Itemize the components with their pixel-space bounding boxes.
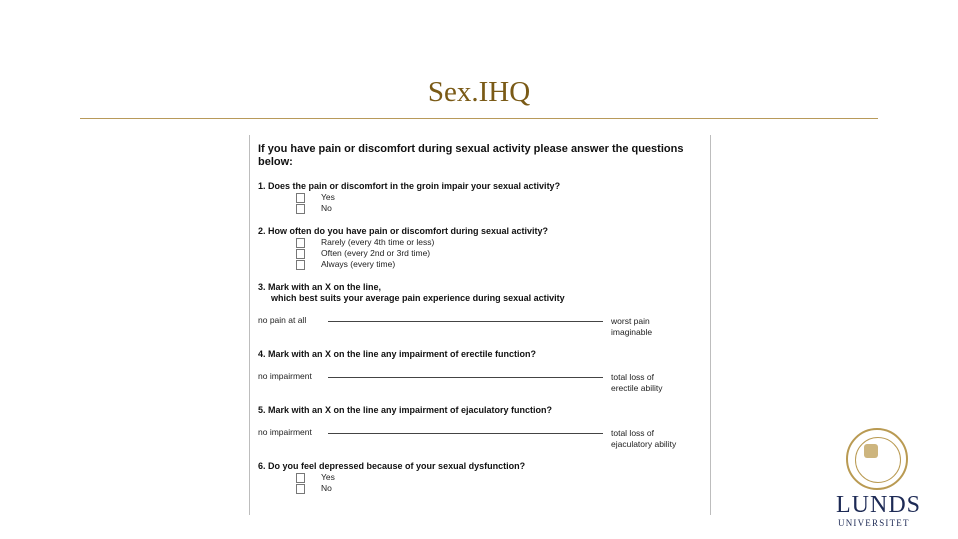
q4-right-label-1: total loss of bbox=[611, 372, 654, 382]
question-1: 1. Does the pain or discomfort in the groin impair your sexual activity? bbox=[258, 181, 561, 191]
q4-scale-line[interactable] bbox=[328, 377, 603, 378]
q3-scale-line[interactable] bbox=[328, 321, 603, 322]
q5-left-label: no impairment bbox=[258, 427, 312, 437]
question-5: 5. Mark with an X on the line any impairment of ejaculatory function? bbox=[258, 405, 553, 415]
question-3-line2: which best suits your average pain experience during sexual activity bbox=[271, 293, 565, 303]
q6-no-checkbox[interactable] bbox=[296, 484, 305, 494]
q4-right-label-2: erectile ability bbox=[611, 383, 663, 393]
q6-no-label: No bbox=[321, 483, 332, 493]
q5-right-label-2: ejaculatory ability bbox=[611, 439, 677, 449]
q1-yes-label: Yes bbox=[321, 192, 335, 202]
form-intro: If you have pain or discomfort during sexual activity please answer the questions below: bbox=[258, 143, 684, 168]
q2-rarely-label: Rarely (every 4th time or less) bbox=[321, 237, 435, 247]
q3-right-label-1: worst pain bbox=[611, 316, 650, 326]
q6-yes-checkbox[interactable] bbox=[296, 473, 305, 483]
q2-often-checkbox[interactable] bbox=[296, 249, 305, 259]
slide-title: Sex.IHQ bbox=[427, 76, 531, 108]
q1-no-label: No bbox=[321, 203, 332, 213]
title-divider bbox=[80, 118, 878, 119]
q5-right-label-1: total loss of bbox=[611, 428, 654, 438]
question-6: 6. Do you feel depressed because of your sexual dysfunction? bbox=[258, 461, 526, 471]
q2-often-label: Often (every 2nd or 3rd time) bbox=[321, 248, 431, 258]
university-seal-icon bbox=[846, 428, 908, 490]
q3-right-label-2: imaginable bbox=[611, 327, 653, 337]
q4-left-label: no impairment bbox=[258, 371, 312, 381]
question-4: 4. Mark with an X on the line any impairment of erectile function? bbox=[258, 349, 537, 359]
q5-scale-line[interactable] bbox=[328, 433, 603, 434]
q3-left-label: no pain at all bbox=[258, 315, 307, 325]
question-3-line1: 3. Mark with an X on the line, bbox=[258, 282, 382, 292]
logo-wordmark-line1: LUNDS bbox=[836, 492, 922, 518]
q2-always-checkbox[interactable] bbox=[296, 260, 305, 270]
question-2: 2. How often do you have pain or discomfort during sexual activity? bbox=[258, 226, 549, 236]
q1-yes-checkbox[interactable] bbox=[296, 193, 305, 203]
questionnaire-form bbox=[249, 135, 711, 515]
q6-yes-label: Yes bbox=[321, 472, 335, 482]
q2-rarely-checkbox[interactable] bbox=[296, 238, 305, 248]
logo-wordmark-line2: UNIVERSITET bbox=[838, 518, 910, 528]
q2-always-label: Always (every time) bbox=[321, 259, 396, 269]
lund-university-logo bbox=[834, 428, 924, 528]
q1-no-checkbox[interactable] bbox=[296, 204, 305, 214]
